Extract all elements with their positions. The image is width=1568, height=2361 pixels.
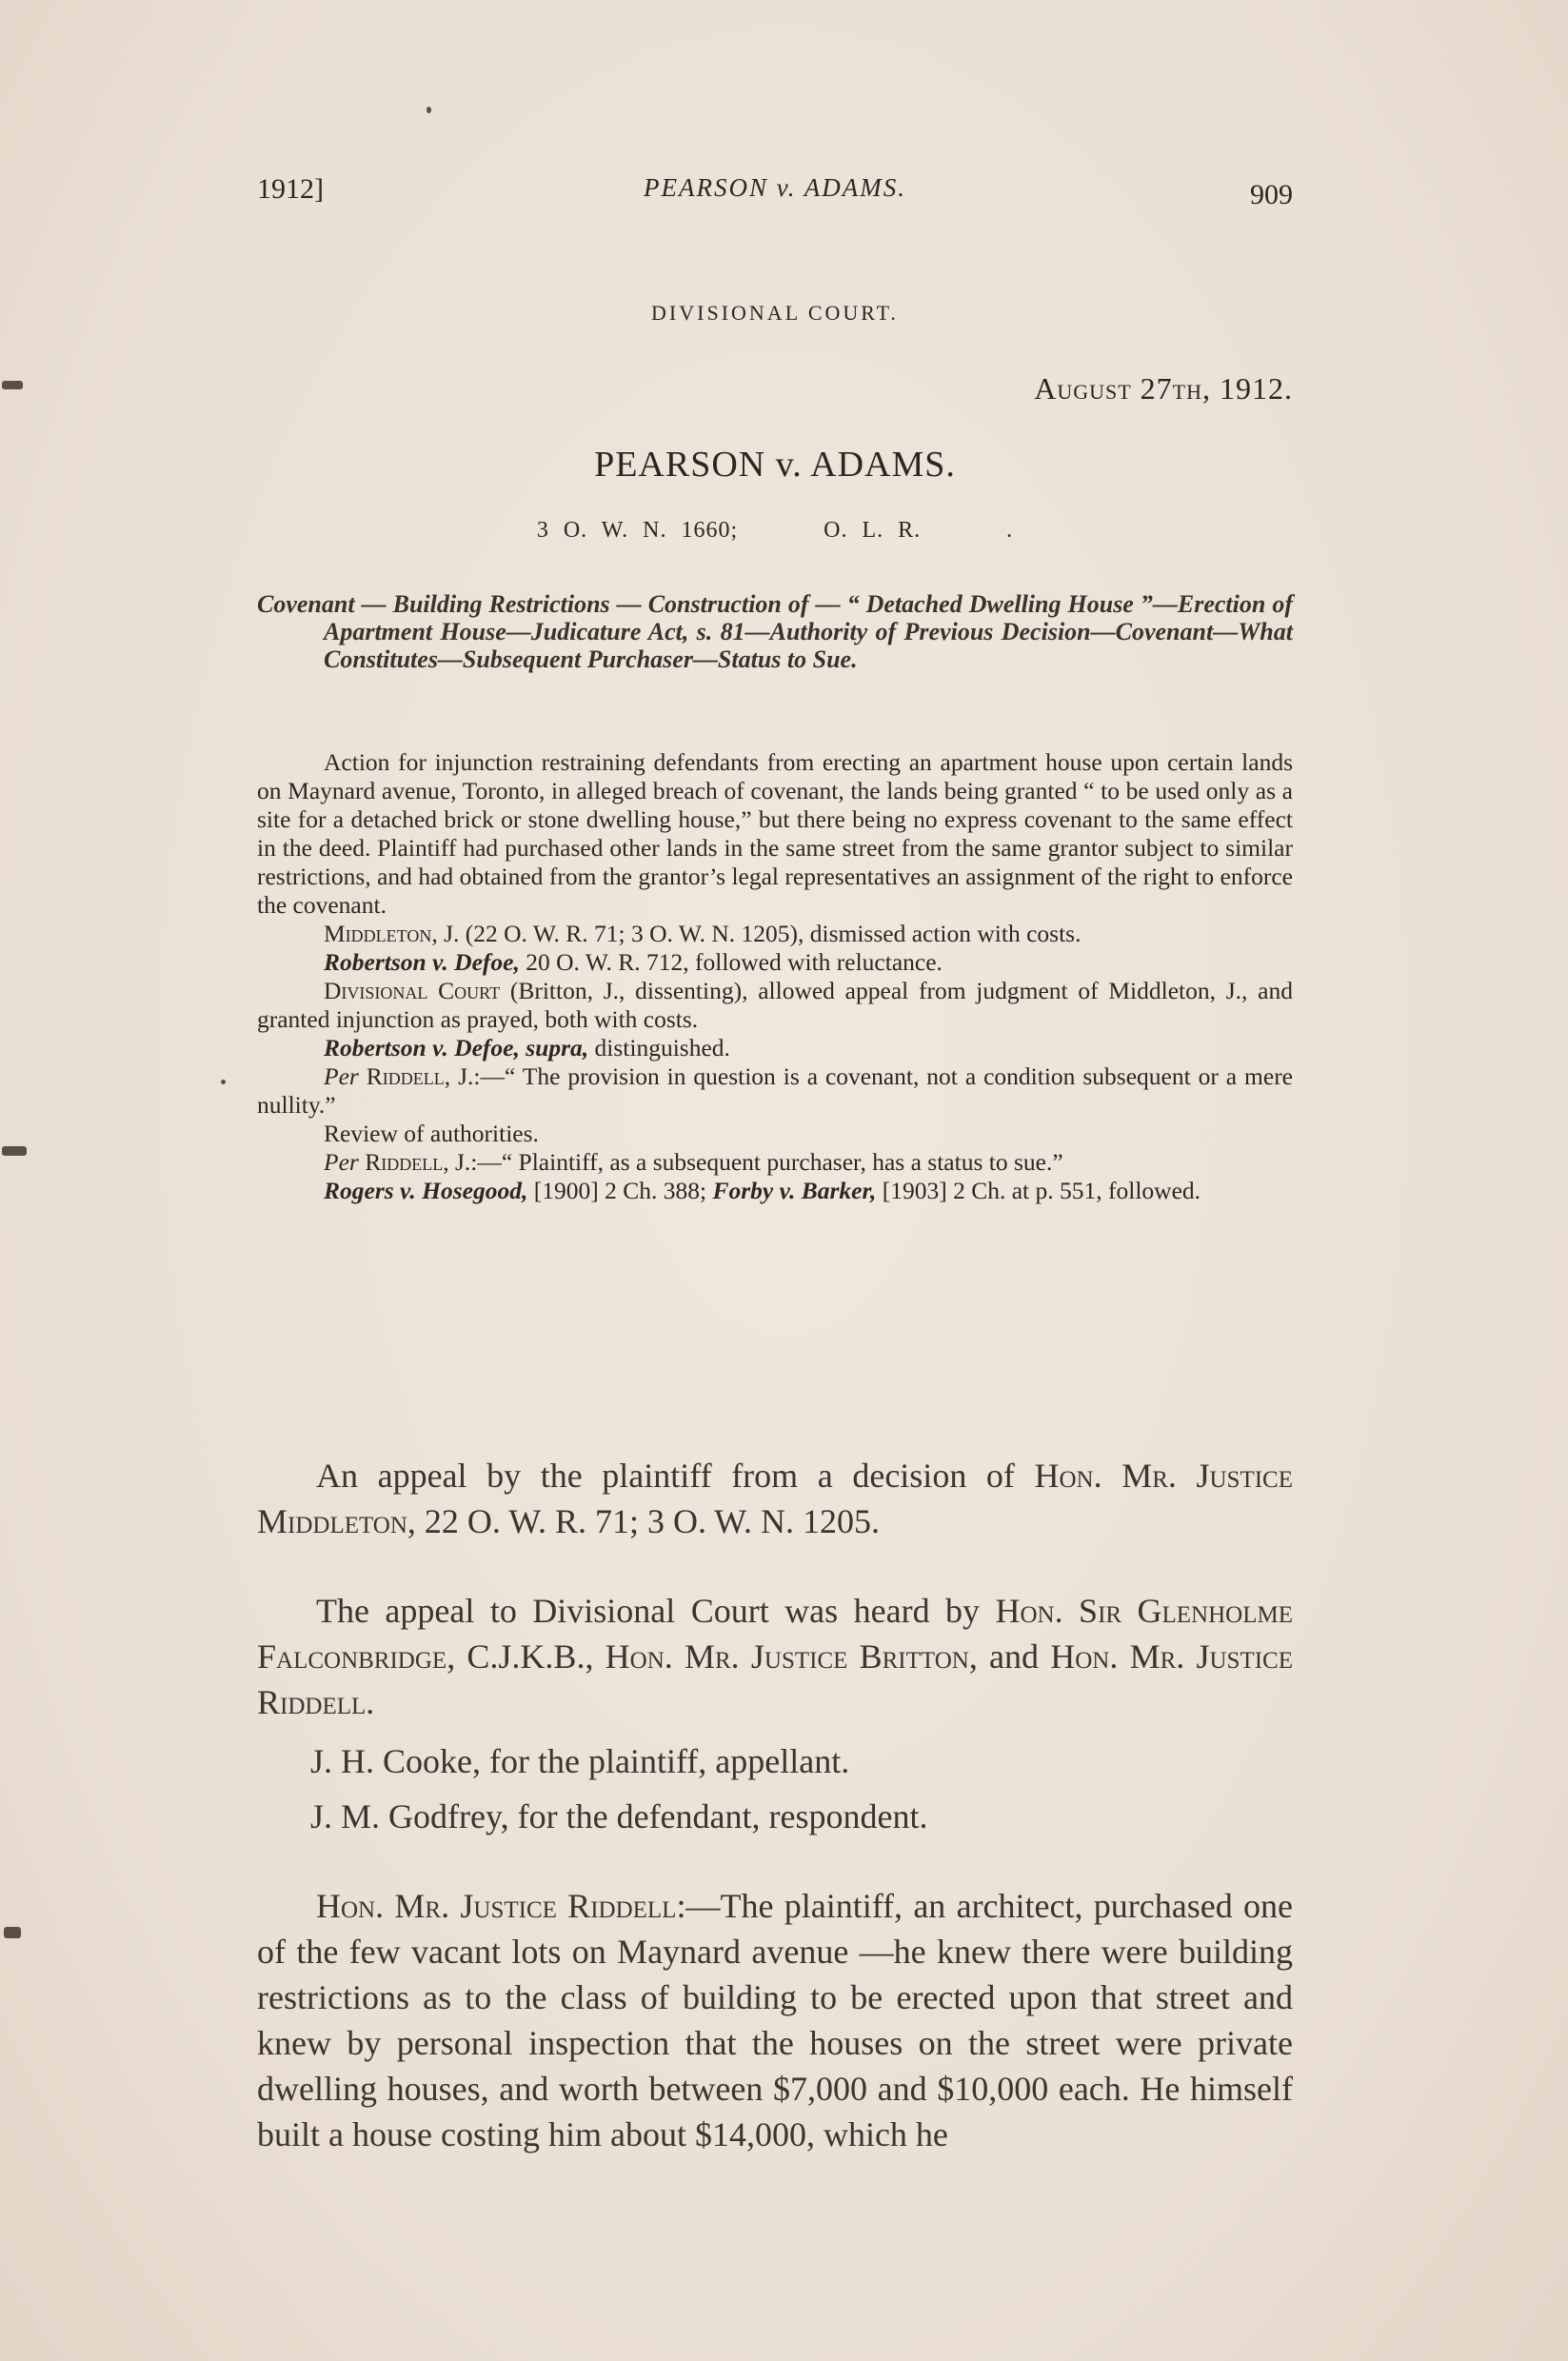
case-name: Rogers v. Hosegood, — [324, 1177, 528, 1204]
syllabus-paragraph — [257, 977, 1293, 1034]
syllabus — [257, 748, 1293, 1205]
judge-name: Riddell, J. — [366, 1062, 474, 1090]
syllabus-paragraph — [257, 1034, 1293, 1062]
judge-name: Hon. Mr. Justice Riddell — [257, 1637, 1293, 1721]
body-text: , 22 O. W. R. 71; 3 O. W. N. 1205. — [407, 1502, 880, 1540]
heard-by — [257, 1588, 1293, 1725]
judgment — [257, 1883, 1293, 2157]
syllabus-paragraph — [257, 1148, 1293, 1177]
syllabus-text: :—“ The provision in question is a covenant, not a condition subsequent or a mere nullity.” — [257, 1062, 1294, 1119]
page-number: 909 — [1250, 179, 1293, 210]
heard-by-paragraph — [257, 1588, 1293, 1725]
case-name: Robertson v. Defoe, — [324, 948, 520, 976]
body-text: , C.J.K.B., — [447, 1637, 605, 1676]
judgment-paragraph — [257, 1883, 1293, 2157]
case-name: Forby v. Barker, — [712, 1177, 877, 1204]
per-label: Per — [324, 1148, 359, 1176]
syllabus-paragraph — [257, 920, 1293, 948]
syllabus-paragraph — [257, 1177, 1293, 1205]
body-text: An appeal by the plaintiff from a decision of — [316, 1457, 1035, 1495]
court-name: DIVISIONAL COURT. — [651, 301, 899, 325]
appeal-intro-paragraph — [257, 1453, 1293, 1544]
headnote-keywords: Covenant — Building Restrictions — Construction of — “ Detached Dwelling House ”—Erection of Apartment House—Judicature Act, s. 81—Authority of Previous Decision—Covenant—What Constitutes—Subsequent Purchaser—Status to Sue. — [257, 590, 1293, 673]
court-reference: Divisional Court — [324, 977, 501, 1004]
syllabus-paragraph — [257, 1062, 1293, 1120]
running-head — [257, 173, 1293, 215]
per-label: Per — [324, 1062, 359, 1090]
syllabus-paragraph: Review of authorities. — [324, 1120, 539, 1147]
syllabus-text: (22 O. W. R. 71; 3 O. W. N. 1205), dismissed action with costs. — [459, 920, 1082, 947]
judge-name: Hon. Mr. Justice Middleton — [257, 1457, 1293, 1540]
counsel-defendant: J. M. Godfrey, for the defendant, respondent. — [310, 1797, 928, 1835]
syllabus-text: distinguished. — [588, 1034, 730, 1061]
syllabus-text: 20 O. W. R. 712, followed with reluctance. — [519, 948, 943, 976]
syllabus-paragraph — [257, 948, 1293, 977]
judge-name: Hon. Mr. Justice Riddell — [316, 1887, 677, 1925]
syllabus-text: :—“ Plaintiff, as a subsequent purchaser, has a status to sue.” — [470, 1148, 1063, 1176]
running-head-title: PEARSON v. ADAMS. — [644, 173, 906, 202]
syllabus-text: [1903] 2 Ch. at p. 551, followed. — [876, 1177, 1201, 1204]
body-text: The appeal to Divisional Court was heard by — [316, 1592, 996, 1630]
syllabus-text: (Britton, J., dissenting), allowed appeal from judgment of Middleton, J., and granted injunction as prayed, both with costs. — [257, 977, 1294, 1033]
body-text: :—The plaintiff, an architect, purchased one of the few vacant lots on Maynard avenue —he knew there were building restrictions as to the class of building to be erected upon that street and knew by personal inspection that the houses on the street were private dwelling houses, and worth between $7,000 and $10,000 each. He himself built a house costing him about $14,000, which he — [257, 1887, 1293, 2153]
case-title: PEARSON v. ADAMS. — [594, 445, 956, 485]
counsel-plaintiff: J. H. Cooke, for the plaintiff, appellant. — [310, 1742, 850, 1780]
citation: 3 O. W. N. 1660; O. L. R. . — [536, 518, 1014, 543]
body-text: , and — [968, 1637, 1051, 1676]
running-head-year: 1912] — [257, 173, 324, 205]
judge-name: Middleton, J. — [324, 920, 460, 947]
appeal-intro — [257, 1453, 1293, 1544]
syllabus-paragraph: Action for injunction restraining defendants from erecting an apartment house upon certain lands on Maynard avenue, Toronto, in alleged breach of covenant, the lands being granted “ to be used only as a site for a detached brick or stone dwelling house,” but there being no express covenant to the same effect in the deed. Plaintiff had purchased other lands in the same street from the same grantor subject to similar restrictions, and had obtained from the grantor’s legal representatives an assignment of the right to enforce the covenant. — [257, 748, 1293, 919]
judge-name: Riddell, J. — [365, 1148, 471, 1176]
case-name: Robertson v. Defoe, supra, — [324, 1034, 589, 1061]
decision-date: August 27th, 1912. — [1034, 371, 1293, 406]
judge-name: Hon. Mr. Justice Britton — [605, 1637, 969, 1676]
body-text: . — [366, 1683, 375, 1721]
judge-name: Hon. Sir Glenholme Falconbridge — [257, 1592, 1293, 1676]
syllabus-text: [1900] 2 Ch. 388; — [527, 1177, 713, 1204]
counsel-list — [257, 1738, 1293, 1849]
